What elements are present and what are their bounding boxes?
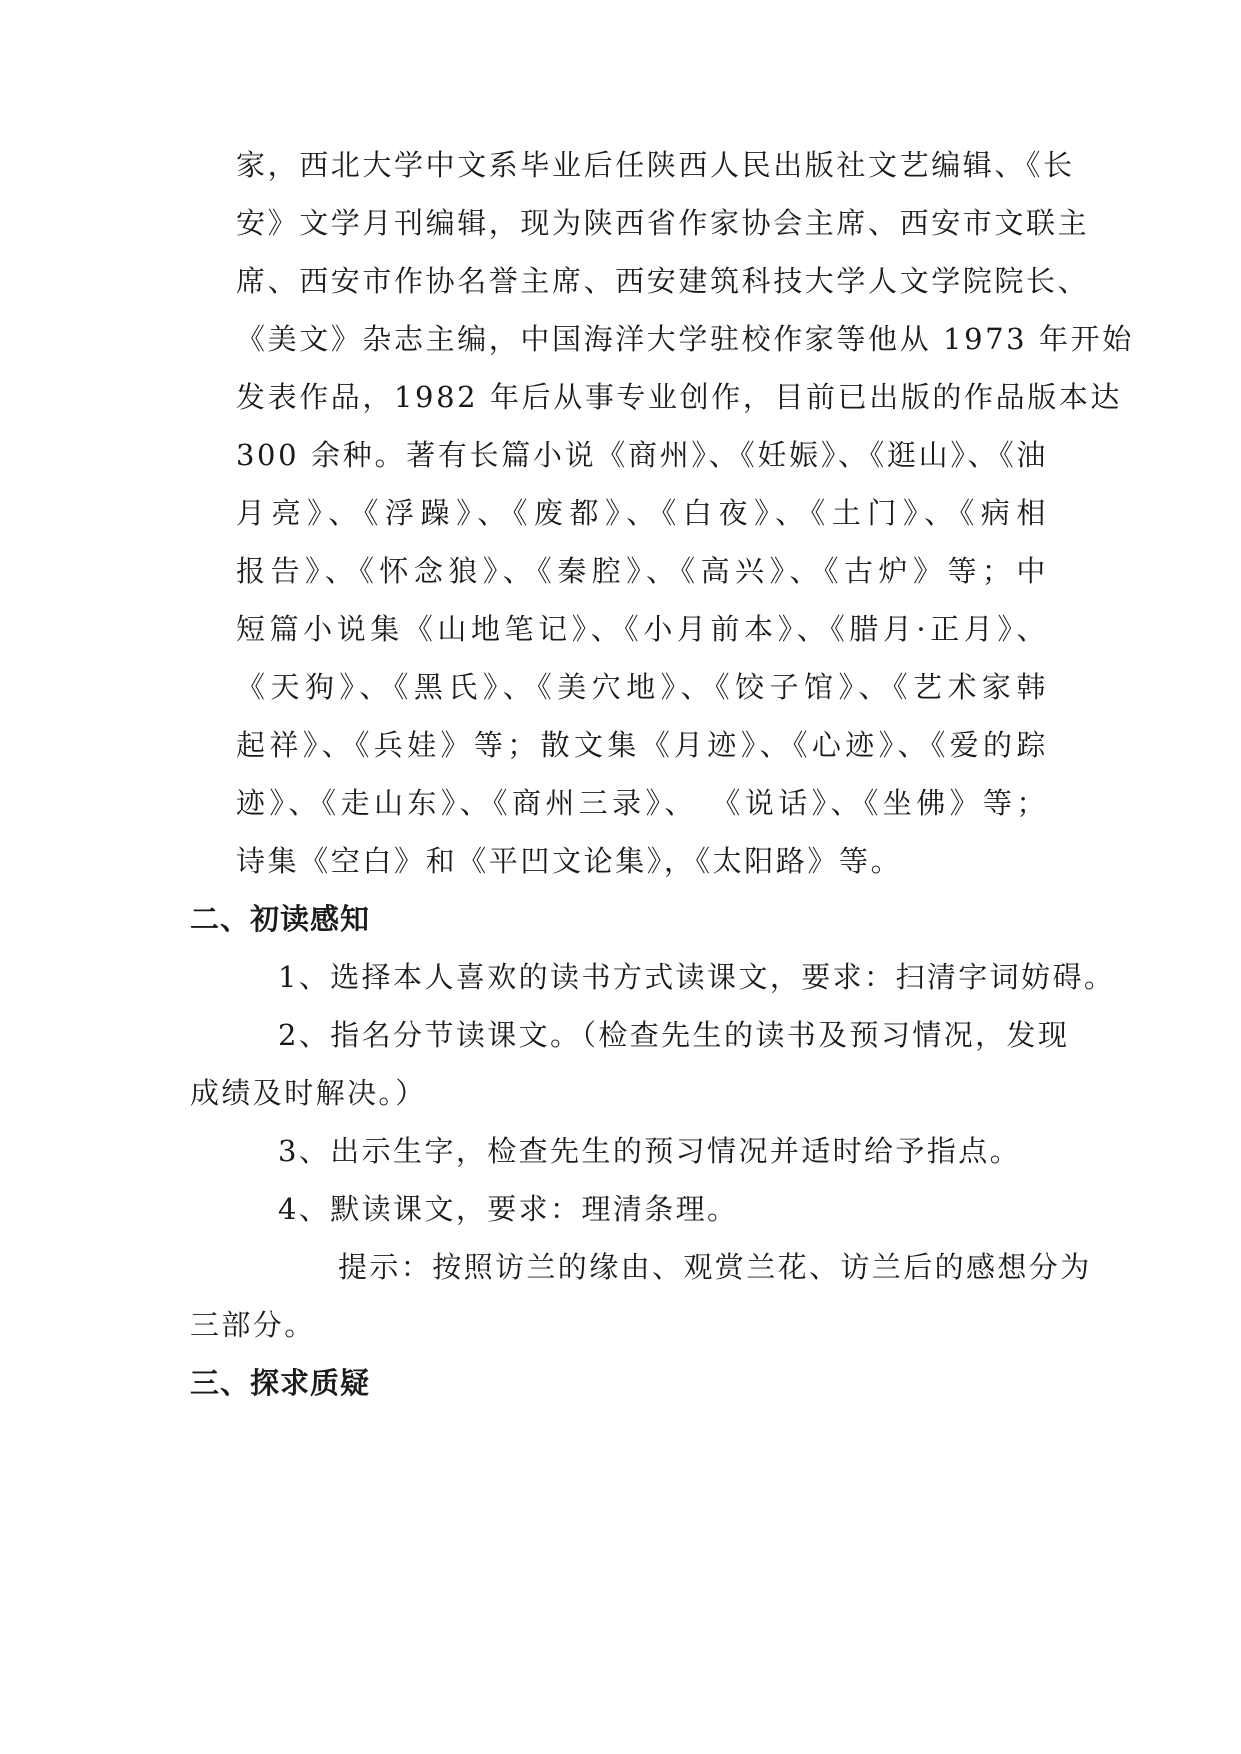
step-4: 4、默读课文，要求：理清条理。 bbox=[278, 1192, 739, 1226]
step-2-line-2: 成绩及时解决。） bbox=[190, 1076, 427, 1110]
section-heading-inquiry: 三、探求质疑 bbox=[190, 1366, 371, 1400]
bio-line-4: 《美文》杂志主编，中国海洋大学驻校作家等他从 1973 年开始 bbox=[236, 322, 1134, 356]
bio-line-3: 席、西安市作协名誉主席、西安建筑科技大学人文学院院长、 bbox=[236, 264, 1090, 298]
bio-line-7: 月亮》、《浮躁》、《废都》、《白夜》、《土门》、《病相 bbox=[236, 496, 1048, 530]
bio-line-13: 诗集《空白》和《平凹文论集》，《太阳路》等。 bbox=[236, 844, 903, 878]
bio-line-2: 安》文学月刊编辑，现为陕西省作家协会主席、西安市文联主 bbox=[236, 206, 1090, 240]
bio-line-6: 300 余种。著有长篇小说《商州》、《妊娠》、《逛山》、《油 bbox=[236, 438, 1048, 472]
bio-line-1: 家，西北大学中文系毕业后任陕西人民出版社文艺编辑、《长 bbox=[236, 148, 1075, 182]
bio-line-9: 短篇小说集《山地笔记》、《小月前本》、《腊月·正月》、 bbox=[236, 612, 1048, 646]
section-heading-initial-reading: 二、初读感知 bbox=[190, 902, 371, 936]
bio-line-12: 迹》、《走山东》、《商州三录》、 《说话》、《坐佛》等； bbox=[236, 786, 1048, 820]
step-1: 1、选择本人喜欢的读书方式读课文，要求：扫清字词妨碍。 bbox=[278, 960, 1116, 994]
bio-line-11: 起祥》、《兵娃》等；散文集《月迹》、《心迹》、《爱的踪 bbox=[236, 728, 1048, 762]
hint-line-2: 三部分。 bbox=[190, 1308, 316, 1342]
bio-line-8: 报告》、《怀念狼》、《秦腔》、《高兴》、《古炉》等；中 bbox=[236, 554, 1048, 588]
step-2-line-1: 2、指名分节读课文。（检查先生的读书及预习情况，发现 bbox=[278, 1018, 1070, 1052]
step-3: 3、出示生字，检查先生的预习情况并适时给予指点。 bbox=[278, 1134, 1022, 1168]
bio-line-10: 《天狗》、《黑氏》、《美穴地》、《饺子馆》、《艺术家韩 bbox=[236, 670, 1048, 704]
hint-line-1: 提示：按照访兰的缘由、观赏兰花、访兰后的感想分为 bbox=[338, 1250, 1092, 1284]
bio-line-5: 发表作品，1982 年后从事专业创作，目前已出版的作品版本达 bbox=[236, 380, 1123, 414]
